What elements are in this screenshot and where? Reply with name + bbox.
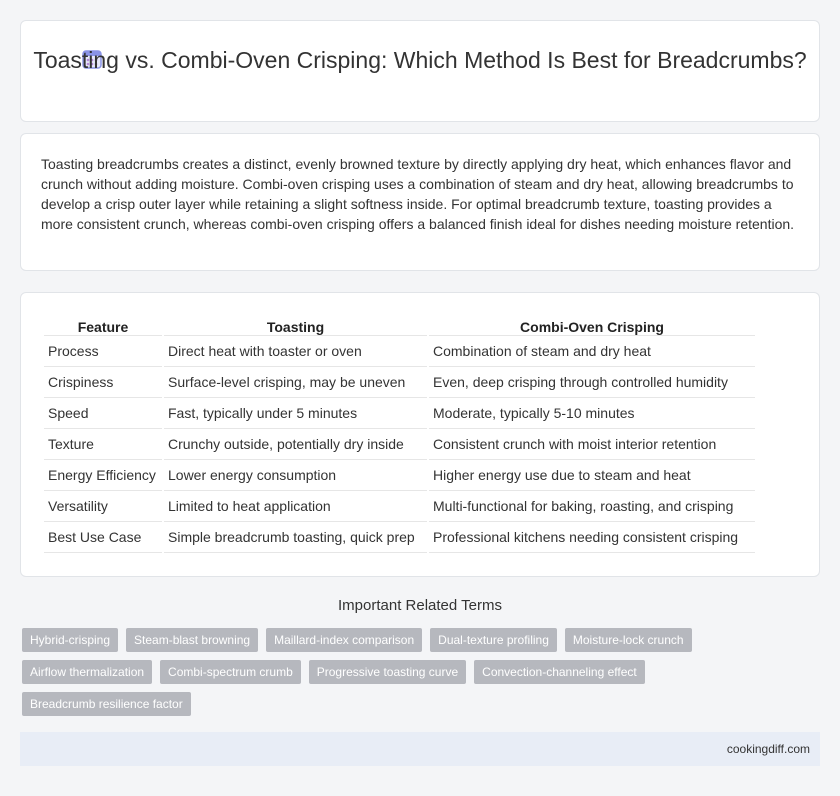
- table-row: [44, 398, 755, 429]
- related-terms-heading: Important Related Terms: [338, 597, 502, 614]
- table-row: [44, 491, 755, 522]
- related-term-tag[interactable]: Moisture-lock crunch: [565, 628, 692, 652]
- table-cell-combi: Even, deep crisping through controlled humidity: [429, 367, 755, 398]
- related-term-tag[interactable]: Airflow thermalization: [22, 660, 152, 684]
- footer-site-link[interactable]: cookingdiff.com: [726, 742, 810, 756]
- column-header-combi-oven: Combi-Oven Crisping: [429, 314, 755, 336]
- table-cell-toasting: Surface-level crisping, may be uneven: [164, 367, 427, 398]
- title-card: [20, 20, 820, 122]
- table-cell-feature: Energy Efficiency: [44, 460, 162, 491]
- table-row: [44, 336, 755, 367]
- table-cell-toasting: Direct heat with toaster or oven: [164, 336, 427, 367]
- table-cell-feature: Texture: [44, 429, 162, 460]
- table-cell-toasting: Crunchy outside, potentially dry inside: [164, 429, 427, 460]
- related-terms-list: [22, 628, 702, 716]
- table-cell-toasting: Fast, typically under 5 minutes: [164, 398, 427, 429]
- related-term-tag[interactable]: Breadcrumb resilience factor: [22, 692, 191, 716]
- related-term-tag[interactable]: Progressive toasting curve: [309, 660, 466, 684]
- footer: [20, 732, 820, 766]
- column-header-toasting: Toasting: [164, 314, 427, 336]
- table-row: [44, 460, 755, 491]
- table-cell-feature: Best Use Case: [44, 522, 162, 553]
- table-cell-feature: Process: [44, 336, 162, 367]
- related-term-tag[interactable]: Dual-texture profiling: [430, 628, 557, 652]
- table-cell-toasting: Lower energy consumption: [164, 460, 427, 491]
- table-cell-combi: Combination of steam and dry heat: [429, 336, 755, 367]
- table-row: [44, 367, 755, 398]
- related-term-tag[interactable]: Maillard-index comparison: [266, 628, 422, 652]
- table-cell-combi: Higher energy use due to steam and heat: [429, 460, 755, 491]
- table-row: [44, 429, 755, 460]
- table-cell-combi: Professional kitchens needing consistent crisping: [429, 522, 755, 553]
- related-term-tag[interactable]: Combi-spectrum crumb: [160, 660, 301, 684]
- table-cell-combi: Moderate, typically 5-10 minutes: [429, 398, 755, 429]
- table-cell-toasting: Simple breadcrumb toasting, quick prep: [164, 522, 427, 553]
- table-header-row: [44, 314, 755, 336]
- intro-card: [20, 133, 820, 271]
- related-term-tag[interactable]: Hybrid-crisping: [22, 628, 118, 652]
- page-title: Toasting vs. Combi-Oven Crisping: Which Method Is Best for Breadcrumbs?: [33, 47, 807, 73]
- table-cell-combi: Consistent crunch with moist interior retention: [429, 429, 755, 460]
- table-cell-feature: Speed: [44, 398, 162, 429]
- comparison-table: [42, 314, 757, 553]
- related-term-tag[interactable]: Convection-channeling effect: [474, 660, 645, 684]
- table-cell-toasting: Limited to heat application: [164, 491, 427, 522]
- table-row: [44, 522, 755, 553]
- column-header-feature: Feature: [44, 314, 162, 336]
- related-term-tag[interactable]: Steam-blast browning: [126, 628, 258, 652]
- table-cell-feature: Versatility: [44, 491, 162, 522]
- intro-paragraph: Toasting breadcrumbs creates a distinct, evenly browned texture by directly applying dry heat, which enhances flavor and crunch without adding moisture. Combi-oven crisping uses a combination of steam and dry heat, allowing breadcrumbs to develop a crisp outer layer while retaining a slight softness inside. For optimal breadcrumb texture, toasting provides a more consistent crunch, whereas combi-oven crisping offers a balanced finish ideal for dishes needing moisture retention.: [41, 156, 795, 232]
- table-cell-feature: Crispiness: [44, 367, 162, 398]
- table-cell-combi: Multi-functional for baking, roasting, and crisping: [429, 491, 755, 522]
